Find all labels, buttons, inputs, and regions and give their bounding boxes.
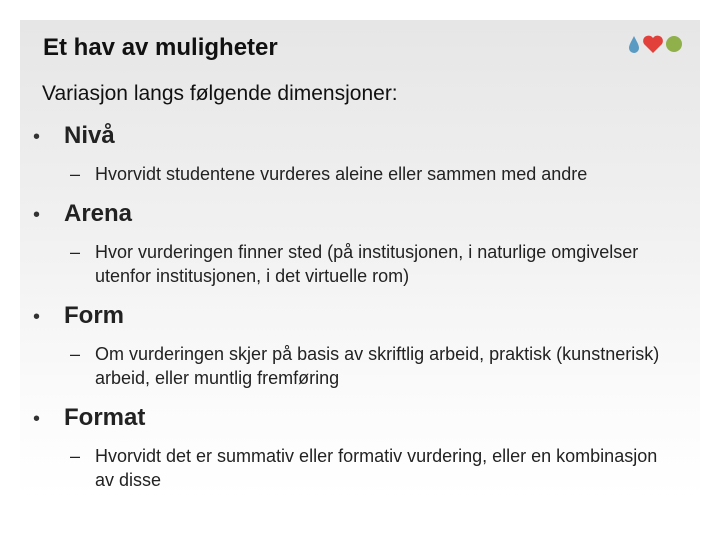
item-label: Format (64, 404, 146, 431)
sub-item (20, 342, 665, 390)
item-label: Nivå (64, 122, 115, 149)
item-description: Hvorvidt studentene vurderes aleine eller sammen med andre (95, 164, 588, 184)
slide-subtitle: Variasjon langs følgende dimensjoner: (42, 82, 398, 105)
sub-item (20, 240, 665, 288)
item-description: Hvorvidt det er summativ eller formativ vurdering, eller en kombinasjon av disse (95, 446, 658, 490)
dash-icon: – (70, 164, 81, 184)
slide (20, 20, 700, 498)
dash-icon: – (70, 242, 81, 262)
item-label: Arena (64, 200, 133, 227)
slide-title: Et hav av muligheter (43, 34, 278, 61)
bullet-icon: • (33, 408, 41, 430)
logo (626, 32, 686, 56)
heart-icon (643, 36, 663, 53)
water-drop-icon (629, 36, 639, 53)
bullet-icon: • (33, 306, 41, 328)
dimension-list (20, 122, 700, 506)
bullet-icon: • (33, 204, 41, 226)
item-description: Hvor vurderingen finner sted (på institusjonen, i naturlige omgivelser utenfor institusjonen, i det virtuelle rom) (95, 242, 639, 286)
sub-item (20, 444, 665, 492)
dash-icon: – (70, 446, 81, 466)
item-label: Form (64, 302, 124, 329)
dash-icon: – (70, 344, 81, 364)
list-item (20, 200, 700, 288)
list-item (20, 302, 700, 390)
list-item (20, 122, 700, 186)
item-description: Om vurderingen skjer på basis av skriftlig arbeid, praktisk (kunstnerisk) arbeid, eller muntlig fremføring (95, 344, 660, 388)
list-item (20, 404, 700, 492)
bullet-icon: • (33, 126, 41, 148)
circle-icon (666, 36, 682, 52)
sub-item (20, 162, 665, 186)
